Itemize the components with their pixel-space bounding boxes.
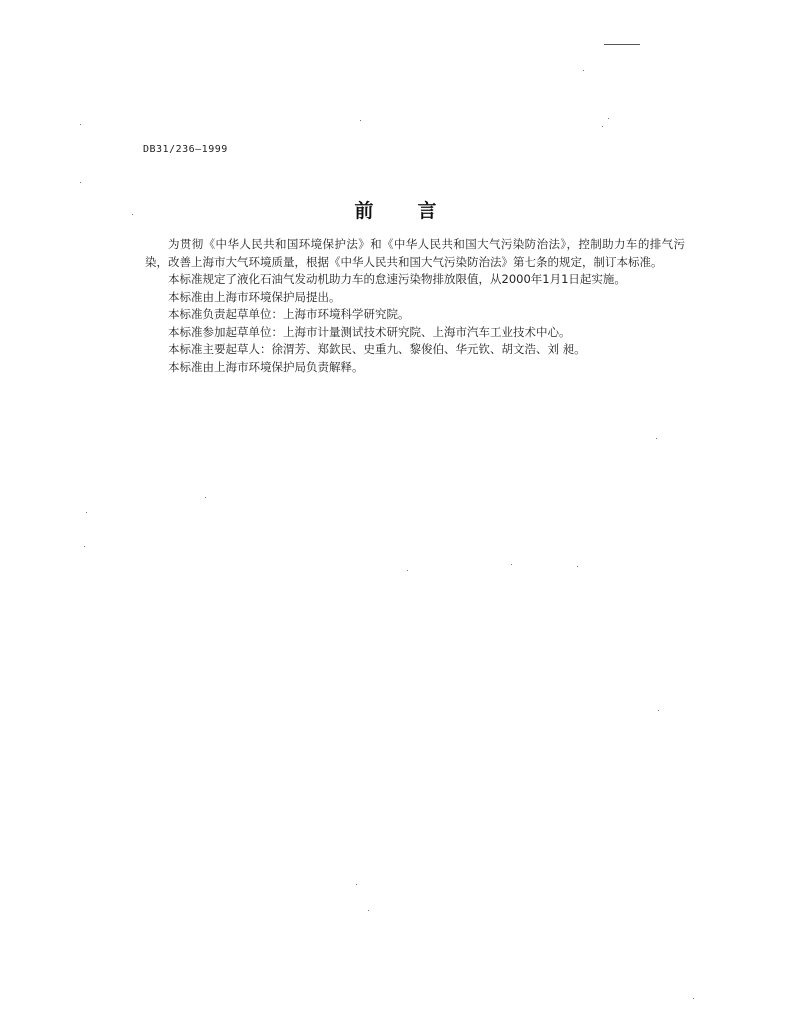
paragraph-drafting-unit: 本标准负责起草单位：上海市环境科学研究院。 bbox=[168, 307, 410, 321]
paragraph-purpose: 为贯彻《中华人民共和国环境保护法》和《中华人民共和国大气污染防治法》，控制助力车的排气污染，改善上海市大气环境质量，根据《中华人民共和国大气污染防治法》第七条的规定，制订本标准。 bbox=[145, 237, 685, 269]
scan-speck bbox=[608, 118, 609, 119]
scan-speck bbox=[577, 566, 578, 567]
scan-speck bbox=[356, 884, 357, 885]
page-heading bbox=[0, 196, 791, 223]
scan-speck bbox=[602, 126, 603, 127]
scan-speck bbox=[368, 910, 369, 911]
scan-speck bbox=[583, 70, 584, 71]
foreword-body bbox=[145, 236, 685, 376]
paragraph-scope: 本标准规定了液化石油气发动机助力车的怠速污染物排放限值，从2000年1月1日起实施。 bbox=[168, 272, 626, 286]
header-rule bbox=[604, 44, 640, 45]
paragraph-drafters: 本标准主要起草人：徐渭芳、郑欽民、史重九、黎俊伯、华元钦、胡文浩、刘 昶。 bbox=[168, 342, 586, 356]
scan-speck bbox=[80, 124, 81, 125]
scan-speck bbox=[658, 710, 659, 711]
scan-speck bbox=[407, 570, 408, 571]
scan-speck bbox=[656, 438, 657, 439]
scan-speck bbox=[86, 512, 87, 513]
scan-speck bbox=[360, 120, 361, 121]
paragraph-participating-units: 本标准参加起草单位：上海市计量测试技术研究院、上海市汽车工业技术中心。 bbox=[168, 324, 571, 339]
scan-speck bbox=[511, 564, 512, 565]
standard-number: DB31/236—1999 bbox=[143, 144, 228, 155]
scan-speck bbox=[84, 546, 85, 547]
scan-speck bbox=[205, 497, 206, 498]
paragraph-proposer: 本标准由上海市环境保护局提出。 bbox=[168, 289, 341, 304]
scan-speck bbox=[132, 214, 133, 215]
heading-char-2: 言 bbox=[417, 200, 437, 222]
scan-speck bbox=[80, 182, 81, 183]
paragraph-interpretation: 本标准由上海市环境保护局负责解释。 bbox=[168, 359, 364, 374]
scan-speck bbox=[693, 998, 694, 999]
heading-char-1: 前 bbox=[354, 200, 374, 222]
